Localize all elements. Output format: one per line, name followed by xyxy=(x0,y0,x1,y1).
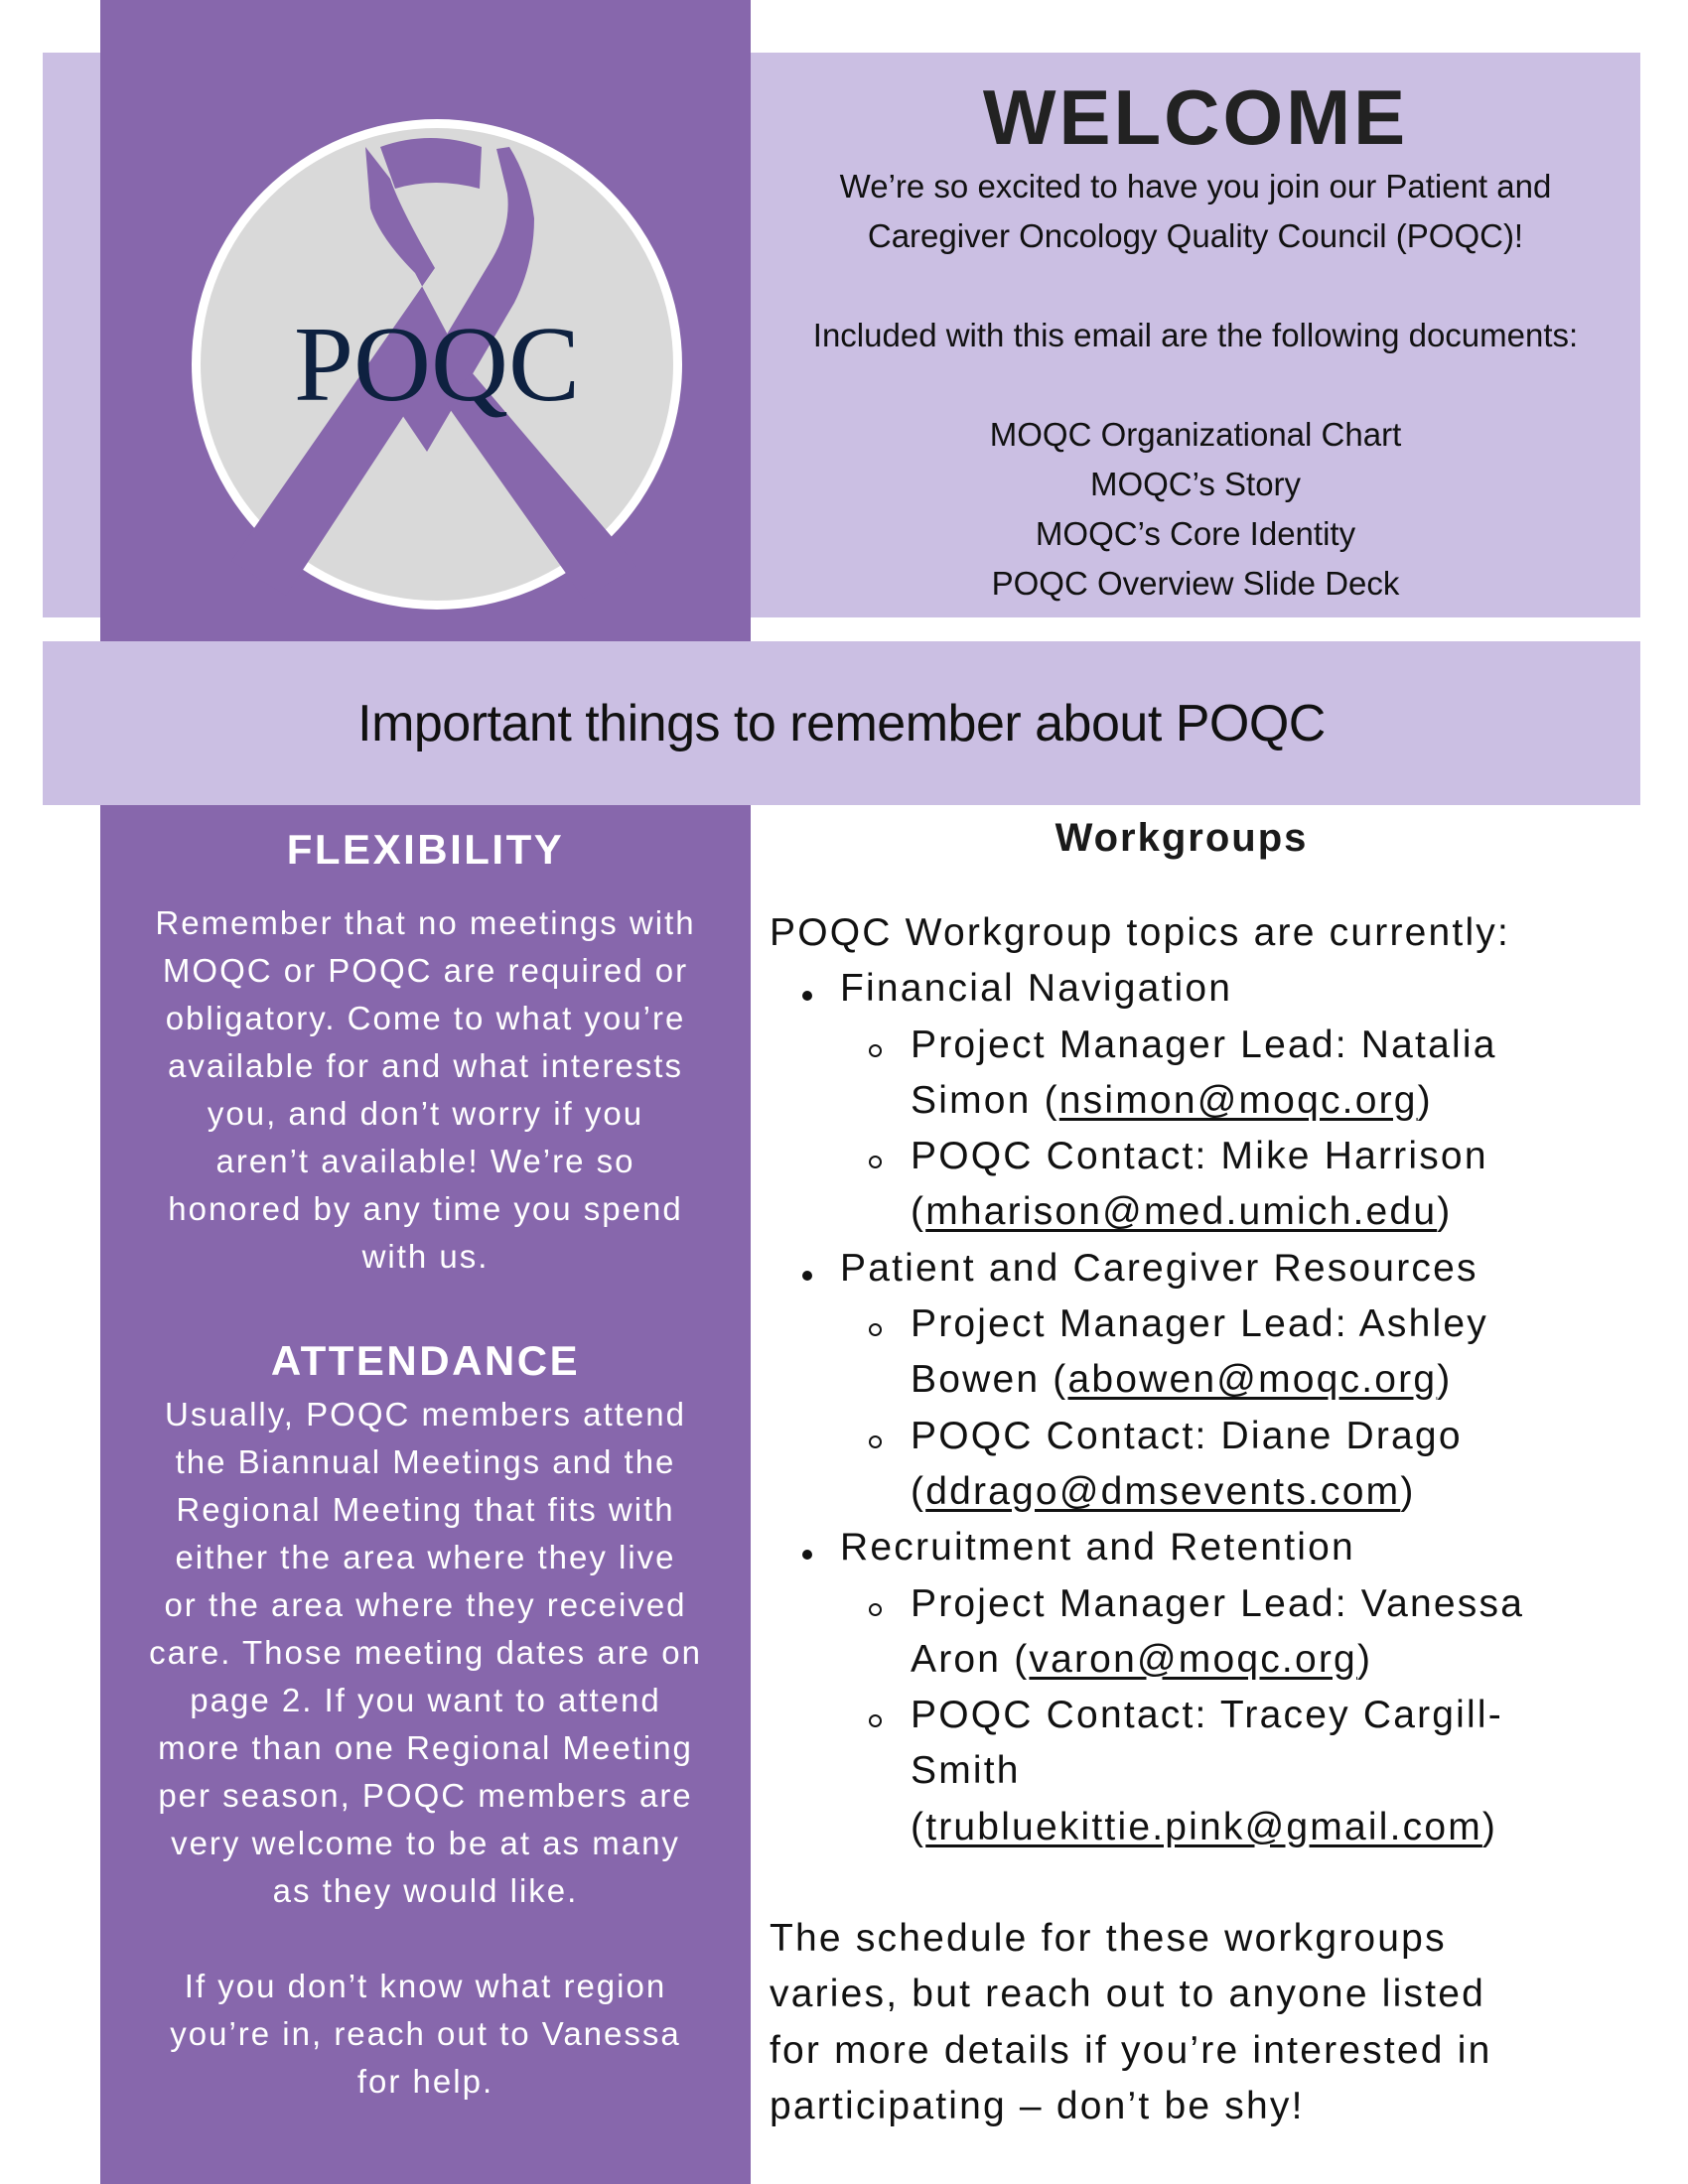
close-paren: ) xyxy=(1481,1805,1498,1848)
hollow-bullet-icon xyxy=(869,1297,882,1352)
contact-label: POQC Contact: Tracey Cargill- xyxy=(911,1694,1503,1737)
bullet-icon xyxy=(802,1241,812,1297)
open-paren: ( xyxy=(911,1469,926,1513)
attendance-line: Usually, POQC members attend xyxy=(165,1396,686,1433)
flexibility-line: obligatory. Come to what you’re xyxy=(165,1000,686,1036)
included-documents-label: Included with this email are the following documents: xyxy=(812,317,1579,353)
document-item: MOQC’s Core Identity xyxy=(1035,515,1356,552)
document-item: POQC Overview Slide Deck xyxy=(991,565,1400,602)
hollow-bullet-icon xyxy=(869,1688,882,1743)
workgroup-topic xyxy=(770,961,1643,1017)
topic-contact xyxy=(770,1688,1643,1743)
workgroups-intro: POQC Workgroup topics are currently: xyxy=(770,911,1511,954)
contact-name-cont: Smith xyxy=(911,1749,1021,1793)
topic-lead-email-line xyxy=(770,1632,1643,1688)
attendance-help-line: for help. xyxy=(356,2063,494,2100)
attendance-line: Regional Meeting that fits with xyxy=(176,1491,675,1528)
schedule-line: varies, but reach out to anyone listed xyxy=(770,1973,1485,2016)
workgroups-heading: Workgroups xyxy=(1055,816,1309,860)
attendance-line: as they would like. xyxy=(272,1872,579,1909)
topic-lead xyxy=(770,1018,1643,1073)
lead-name-cont: Bowen ( xyxy=(911,1358,1068,1402)
bullet-icon xyxy=(802,961,812,1017)
open-paren: ( xyxy=(911,1190,926,1234)
attendance-help-line: you’re in, reach out to Vanessa xyxy=(170,2015,681,2052)
attendance-line: more than one Regional Meeting xyxy=(158,1729,693,1766)
attendance-line: or the area where they received xyxy=(164,1586,687,1623)
open-paren: ( xyxy=(911,1805,926,1848)
workgroup-topic xyxy=(770,1241,1643,1297)
attendance-line: very welcome to be at as many xyxy=(171,1825,680,1861)
close-paren: ) xyxy=(1356,1637,1373,1681)
topic-contact-email-line xyxy=(770,1464,1643,1520)
attendance-line: per season, POQC members are xyxy=(158,1777,693,1814)
topic-contact xyxy=(770,1409,1643,1464)
close-paren: ) xyxy=(1437,1190,1453,1234)
topic-name: Financial Navigation xyxy=(840,967,1233,1011)
close-paren: ) xyxy=(1400,1469,1416,1513)
schedule-line: participating – don’t be shy! xyxy=(770,2084,1305,2127)
document-item: MOQC Organizational Chart xyxy=(989,416,1402,453)
important-banner xyxy=(43,641,1640,805)
flexibility-line: you, and don’t worry if you xyxy=(207,1095,644,1132)
attendance-heading: ATTENDANCE xyxy=(270,1337,581,1384)
flexibility-line: aren’t available! We’re so xyxy=(215,1143,635,1179)
flexibility-line: honored by any time you spend xyxy=(168,1190,683,1227)
email-link-varon[interactable]: varon@moqc.org xyxy=(1029,1637,1357,1681)
topic-lead xyxy=(770,1576,1643,1632)
flexibility-heading: FLEXIBILITY xyxy=(286,826,565,873)
flexibility-line: MOQC or POQC are required or xyxy=(162,952,689,989)
lead-label: Project Manager Lead: Vanessa xyxy=(911,1581,1525,1625)
attendance-line: the Biannual Meetings and the xyxy=(175,1443,676,1480)
lead-label: Project Manager Lead: Natalia xyxy=(911,1023,1497,1066)
bullet-icon xyxy=(802,1520,812,1575)
email-link-mharison[interactable]: mharison@med.umich.edu xyxy=(925,1190,1438,1234)
email-link-nsimon[interactable]: nsimon@moqc.org xyxy=(1058,1078,1418,1122)
topic-name: Patient and Caregiver Resources xyxy=(840,1246,1478,1290)
poqc-logo xyxy=(192,119,682,610)
close-paren: ) xyxy=(1417,1078,1433,1122)
email-link-abowen[interactable]: abowen@moqc.org xyxy=(1067,1358,1438,1402)
topic-contact-email-line xyxy=(770,1184,1643,1240)
attendance-line: page 2. If you want to attend xyxy=(190,1682,661,1718)
workgroups-list xyxy=(770,905,1643,2134)
topic-contact-email-line xyxy=(770,1800,1643,1855)
flexibility-section xyxy=(100,826,751,1281)
contact-label: POQC Contact: Diane Drago xyxy=(911,1414,1463,1457)
attendance-line: care. Those meeting dates are on xyxy=(149,1634,702,1671)
email-link-trubluekittie[interactable]: trubluekittie.pink@gmail.com xyxy=(925,1805,1482,1848)
flexibility-line: available for and what interests xyxy=(168,1047,683,1084)
hollow-bullet-icon xyxy=(869,1576,882,1632)
hollow-bullet-icon xyxy=(869,1409,882,1464)
contact-label: POQC Contact: Mike Harrison xyxy=(911,1135,1488,1178)
lead-name-cont: Simon ( xyxy=(911,1078,1059,1122)
email-link-ddrago[interactable]: ddrago@dmsevents.com xyxy=(925,1469,1401,1513)
lead-label: Project Manager Lead: Ashley xyxy=(911,1302,1488,1346)
schedule-line: The schedule for these workgroups xyxy=(770,1917,1447,1961)
lead-name-cont: Aron ( xyxy=(911,1637,1030,1681)
logo-text: POQC xyxy=(293,306,581,424)
topic-name: Recruitment and Retention xyxy=(840,1526,1355,1570)
document-item: MOQC’s Story xyxy=(1089,466,1302,502)
topic-lead xyxy=(770,1297,1643,1352)
welcome-section xyxy=(751,53,1640,609)
flexibility-line: with us. xyxy=(361,1238,490,1275)
topic-lead-email-line xyxy=(770,1352,1643,1408)
flexibility-line: Remember that no meetings with xyxy=(155,904,696,941)
attendance-help-line: If you don’t know what region xyxy=(184,1968,667,2004)
topic-lead-email-line xyxy=(770,1073,1643,1129)
welcome-title: WELCOME xyxy=(982,73,1409,161)
workgroup-topic xyxy=(770,1520,1643,1575)
hollow-bullet-icon xyxy=(869,1129,882,1184)
topic-contact xyxy=(770,1129,1643,1184)
banner-title: Important things to remember about POQC xyxy=(357,694,1326,752)
close-paren: ) xyxy=(1437,1358,1453,1402)
attendance-line: either the area where they live xyxy=(175,1539,676,1575)
schedule-line: for more details if you’re interested in xyxy=(770,2028,1492,2072)
welcome-intro-line: We’re so excited to have you join our Patient and xyxy=(839,168,1552,205)
welcome-intro-line: Caregiver Oncology Quality Council (POQC)! xyxy=(867,217,1524,254)
attendance-section xyxy=(100,1337,751,2106)
hollow-bullet-icon xyxy=(869,1018,882,1073)
